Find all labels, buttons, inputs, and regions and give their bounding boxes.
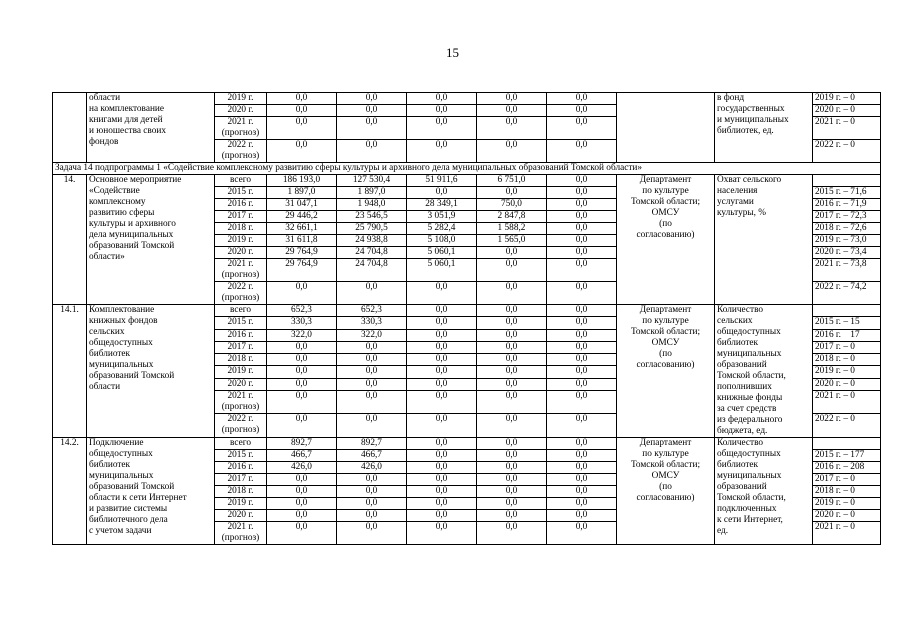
value-cell: 0,0 (547, 247, 617, 259)
value-cell: 0,0 (337, 354, 407, 366)
value-cell: 0,0 (547, 93, 617, 105)
value-cell: 0,0 (477, 282, 547, 305)
value-cell: 0,0 (337, 378, 407, 390)
value-cell: 0,0 (337, 522, 407, 545)
value-cell: 29 764,9 (267, 259, 337, 282)
year-cell: всего (215, 305, 267, 317)
value-cell: 0,0 (547, 259, 617, 282)
value-cell: 0,0 (267, 105, 337, 117)
value-cell: 0,0 (547, 366, 617, 378)
value-cell: 0,0 (337, 341, 407, 353)
table-row (53, 93, 881, 105)
year-cell: 2022 г. (прогноз) (215, 140, 267, 163)
value-cell: 0,0 (267, 522, 337, 545)
value-cell: 0,0 (547, 211, 617, 223)
value-cell: 0,0 (407, 354, 477, 366)
value-cell: 652,3 (337, 305, 407, 317)
value-cell: 0,0 (477, 354, 547, 366)
target-value-cell: 2021 г. – 0 (813, 522, 881, 545)
target-value-cell: 2016 г. – 208 (813, 462, 881, 474)
value-cell: 5 060,1 (407, 259, 477, 282)
indicator-cell: Охват сельского населения услугами культуры, % (715, 175, 813, 305)
table-row (53, 175, 881, 187)
value-cell: 0,0 (267, 341, 337, 353)
year-cell: 2019 г. (215, 235, 267, 247)
value-cell: 25 790,5 (337, 223, 407, 235)
value-cell: 466,7 (337, 450, 407, 462)
year-cell: 2018 г. (215, 354, 267, 366)
value-cell: 0,0 (407, 450, 477, 462)
value-cell: 0,0 (547, 414, 617, 438)
value-cell: 1 897,0 (337, 187, 407, 199)
target-value-cell: 2020 г. – 0 (813, 378, 881, 390)
value-cell: 0,0 (407, 462, 477, 474)
target-value-cell: 2016 г. – 71,9 (813, 199, 881, 211)
value-cell: 0,0 (477, 341, 547, 353)
value-cell: 0,0 (547, 105, 617, 117)
value-cell: 24 704,8 (337, 247, 407, 259)
value-cell: 0,0 (547, 187, 617, 199)
value-cell: 0,0 (477, 498, 547, 510)
year-cell: 2015 г. (215, 187, 267, 199)
value-cell: 426,0 (337, 462, 407, 474)
value-cell: 0,0 (477, 366, 547, 378)
value-cell: 0,0 (337, 414, 407, 438)
value-cell: 0,0 (477, 474, 547, 486)
value-cell: 0,0 (407, 140, 477, 163)
value-cell: 0,0 (267, 474, 337, 486)
value-cell: 0,0 (547, 498, 617, 510)
executor-cell: Департамент по культуре Томской области; ОМСУ (по согласованию) (617, 438, 715, 545)
value-cell: 0,0 (477, 305, 547, 317)
value-cell: 0,0 (407, 510, 477, 522)
year-cell: 2022 г. (прогноз) (215, 414, 267, 438)
value-cell: 51 911,6 (407, 175, 477, 187)
value-cell: 31 611,8 (267, 235, 337, 247)
value-cell: 0,0 (337, 93, 407, 105)
value-cell: 652,3 (267, 305, 337, 317)
value-cell: 0,0 (477, 140, 547, 163)
target-value-cell: 2018 г. – 0 (813, 354, 881, 366)
target-value-cell: 2017 г. – 0 (813, 341, 881, 353)
value-cell: 0,0 (477, 450, 547, 462)
year-cell: 2017 г. (215, 474, 267, 486)
target-value-cell: 2020 г. – 0 (813, 105, 881, 117)
value-cell: 426,0 (267, 462, 337, 474)
value-cell: 0,0 (477, 105, 547, 117)
year-cell: всего (215, 175, 267, 187)
value-cell: 0,0 (337, 486, 407, 498)
target-value-cell: 2018 г. – 0 (813, 486, 881, 498)
value-cell: 0,0 (547, 522, 617, 545)
value-cell: 0,0 (267, 354, 337, 366)
value-cell: 0,0 (407, 341, 477, 353)
value-cell: 0,0 (547, 305, 617, 317)
value-cell: 0,0 (547, 486, 617, 498)
value-cell: 24 704,8 (337, 259, 407, 282)
year-cell: 2020 г. (215, 247, 267, 259)
value-cell: 0,0 (267, 378, 337, 390)
value-cell: 28 349,1 (407, 199, 477, 211)
task-heading: Задача 14 подпрограммы 1 «Содействие комплексному развитию сферы культуры и архивного дела муниципальных образований Томской области» (53, 163, 881, 175)
item-number (53, 93, 87, 163)
value-cell: 5 282,4 (407, 223, 477, 235)
target-value-cell (813, 305, 881, 317)
value-cell: 0,0 (267, 414, 337, 438)
target-value-cell: 2022 г. – 74,2 (813, 282, 881, 305)
value-cell: 5 060,1 (407, 247, 477, 259)
target-value-cell: 2015 г. – 71,6 (813, 187, 881, 199)
value-cell: 0,0 (477, 259, 547, 282)
year-cell: 2015 г. (215, 450, 267, 462)
value-cell: 0,0 (547, 462, 617, 474)
year-cell: 2022 г. (прогноз) (215, 282, 267, 305)
value-cell: 0,0 (337, 390, 407, 414)
value-cell: 0,0 (547, 199, 617, 211)
page-number: 15 (446, 45, 459, 60)
year-cell: 2021 г. (прогноз) (215, 259, 267, 282)
value-cell: 0,0 (407, 438, 477, 450)
value-cell: 0,0 (477, 522, 547, 545)
value-cell: 892,7 (337, 438, 407, 450)
value-cell: 0,0 (407, 414, 477, 438)
value-cell: 0,0 (407, 105, 477, 117)
target-value-cell: 2021 г. – 73,8 (813, 259, 881, 282)
value-cell: 0,0 (407, 378, 477, 390)
target-value-cell: 2015 г. – 15 (813, 317, 881, 329)
value-cell: 0,0 (547, 223, 617, 235)
value-cell: 0,0 (337, 105, 407, 117)
year-cell: 2018 г. (215, 223, 267, 235)
year-cell: 2016 г. (215, 199, 267, 211)
year-cell: 2019 г. (215, 366, 267, 378)
target-value-cell: 2015 г. – 177 (813, 450, 881, 462)
value-cell: 0,0 (407, 282, 477, 305)
value-cell: 0,0 (477, 438, 547, 450)
value-cell: 0,0 (477, 329, 547, 341)
value-cell: 0,0 (267, 498, 337, 510)
value-cell: 2 847,8 (477, 211, 547, 223)
value-cell: 0,0 (477, 317, 547, 329)
indicator-cell: Количество общедоступных библиотек муниципальных образований Томской области, подключенных к сети Интернет, ед. (715, 438, 813, 545)
value-cell: 0,0 (407, 93, 477, 105)
value-cell: 1 897,0 (267, 187, 337, 199)
value-cell: 0,0 (337, 140, 407, 163)
value-cell: 0,0 (477, 187, 547, 199)
value-cell: 466,7 (267, 450, 337, 462)
year-cell: 2021 г. (прогноз) (215, 390, 267, 414)
target-value-cell: 2019 г. – 73,0 (813, 235, 881, 247)
value-cell: 0,0 (477, 462, 547, 474)
value-cell: 0,0 (547, 341, 617, 353)
year-cell: 2017 г. (215, 341, 267, 353)
value-cell: 0,0 (267, 486, 337, 498)
value-cell: 330,3 (267, 317, 337, 329)
value-cell: 0,0 (337, 366, 407, 378)
value-cell: 32 661,1 (267, 223, 337, 235)
value-cell: 330,3 (337, 317, 407, 329)
target-value-cell: 2019 г. – 0 (813, 366, 881, 378)
target-value-cell: 2019 г. – 0 (813, 93, 881, 105)
year-cell: 2015 г. (215, 317, 267, 329)
year-cell: 2018 г. (215, 486, 267, 498)
value-cell: 0,0 (547, 354, 617, 366)
value-cell: 0,0 (267, 366, 337, 378)
value-cell: 0,0 (407, 498, 477, 510)
value-cell: 0,0 (547, 317, 617, 329)
value-cell: 0,0 (407, 317, 477, 329)
target-value-cell (813, 175, 881, 187)
value-cell: 0,0 (407, 486, 477, 498)
indicator-cell: в фонд государственных и муниципальных библиотек, ед. (715, 93, 813, 163)
year-cell: 2021 г. (прогноз) (215, 522, 267, 545)
value-cell: 0,0 (477, 247, 547, 259)
value-cell: 0,0 (407, 329, 477, 341)
item-number: 14. (53, 175, 87, 305)
value-cell: 186 193,0 (267, 175, 337, 187)
item-name: Комплектование книжных фондов сельских общедоступных библиотек муниципальных образований Томской области (87, 305, 215, 438)
value-cell: 0,0 (547, 140, 617, 163)
value-cell: 29 446,2 (267, 211, 337, 223)
year-cell: 2019 г. (215, 498, 267, 510)
year-cell: 2019 г. (215, 93, 267, 105)
target-value-cell: 2021 г. – 0 (813, 390, 881, 414)
table-row (53, 438, 881, 450)
value-cell: 322,0 (337, 329, 407, 341)
target-value-cell: 2020 г. – 0 (813, 510, 881, 522)
value-cell: 322,0 (267, 329, 337, 341)
table-body (53, 93, 881, 545)
value-cell: 1 565,0 (477, 235, 547, 247)
value-cell: 127 530,4 (337, 175, 407, 187)
item-name: области на комплектование книгами для детей и юношества своих фондов (87, 93, 215, 163)
year-cell: 2016 г. (215, 329, 267, 341)
value-cell: 0,0 (337, 498, 407, 510)
year-cell: 2020 г. (215, 378, 267, 390)
value-cell: 0,0 (477, 117, 547, 140)
value-cell: 0,0 (337, 474, 407, 486)
value-cell: 0,0 (477, 486, 547, 498)
year-cell: всего (215, 438, 267, 450)
value-cell: 0,0 (407, 117, 477, 140)
value-cell: 1 948,0 (337, 199, 407, 211)
year-cell: 2017 г. (215, 211, 267, 223)
value-cell: 0,0 (267, 390, 337, 414)
target-value-cell: 2018 г. – 72,6 (813, 223, 881, 235)
target-value-cell: 2020 г. – 73,4 (813, 247, 881, 259)
year-cell: 2020 г. (215, 510, 267, 522)
value-cell: 29 764,9 (267, 247, 337, 259)
value-cell: 0,0 (477, 93, 547, 105)
year-cell: 2021 г. (прогноз) (215, 117, 267, 140)
value-cell: 5 108,0 (407, 235, 477, 247)
value-cell: 0,0 (407, 366, 477, 378)
value-cell: 0,0 (477, 390, 547, 414)
value-cell: 0,0 (547, 175, 617, 187)
target-value-cell: 2017 г. – 0 (813, 474, 881, 486)
item-number: 14.2. (53, 438, 87, 545)
value-cell: 0,0 (477, 510, 547, 522)
value-cell: 0,0 (547, 235, 617, 247)
target-value-cell: 2016 г. 17 (813, 329, 881, 341)
target-value-cell: 2022 г. – 0 (813, 414, 881, 438)
target-value-cell: 2021 г. – 0 (813, 117, 881, 140)
value-cell: 892,7 (267, 438, 337, 450)
value-cell: 0,0 (267, 140, 337, 163)
task-row (53, 163, 881, 175)
value-cell: 0,0 (547, 450, 617, 462)
value-cell: 0,0 (547, 117, 617, 140)
value-cell: 0,0 (547, 390, 617, 414)
value-cell: 0,0 (407, 522, 477, 545)
year-cell: 2016 г. (215, 462, 267, 474)
value-cell: 0,0 (547, 510, 617, 522)
value-cell: 0,0 (407, 305, 477, 317)
value-cell: 24 938,8 (337, 235, 407, 247)
target-value-cell: 2017 г. – 72,3 (813, 211, 881, 223)
value-cell: 0,0 (547, 378, 617, 390)
value-cell: 0,0 (477, 378, 547, 390)
value-cell: 0,0 (267, 282, 337, 305)
value-cell: 0,0 (547, 282, 617, 305)
indicator-cell: Количество сельских общедоступных библиотек муниципальных образований Томской области, пополнивших книжные фонды за счет средств из федерального бюджета, ед. (715, 305, 813, 438)
value-cell: 1 588,2 (477, 223, 547, 235)
item-name: Основное мероприятие «Содействие комплексному развитию сферы культуры и архивного дела муниципальных образований Томской области» (87, 175, 215, 305)
executor-cell: Департамент по культуре Томской области; ОМСУ (по согласованию) (617, 305, 715, 438)
value-cell: 0,0 (337, 510, 407, 522)
value-cell: 0,0 (337, 282, 407, 305)
value-cell: 0,0 (407, 187, 477, 199)
value-cell: 23 546,5 (337, 211, 407, 223)
value-cell: 0,0 (547, 474, 617, 486)
year-cell: 2020 г. (215, 105, 267, 117)
value-cell: 0,0 (267, 93, 337, 105)
value-cell: 31 047,1 (267, 199, 337, 211)
item-number: 14.1. (53, 305, 87, 438)
executor-cell (617, 93, 715, 163)
value-cell: 6 751,0 (477, 175, 547, 187)
value-cell: 0,0 (547, 438, 617, 450)
program-table (52, 92, 881, 545)
value-cell: 750,0 (477, 199, 547, 211)
value-cell: 0,0 (547, 329, 617, 341)
executor-cell: Департамент по культуре Томской области; ОМСУ (по согласованию) (617, 175, 715, 305)
target-value-cell: 2022 г. – 0 (813, 140, 881, 163)
table-row (53, 305, 881, 317)
value-cell: 0,0 (267, 510, 337, 522)
value-cell: 0,0 (407, 390, 477, 414)
value-cell: 0,0 (337, 117, 407, 140)
value-cell: 0,0 (407, 474, 477, 486)
value-cell: 0,0 (267, 117, 337, 140)
value-cell: 0,0 (477, 414, 547, 438)
value-cell: 3 051,9 (407, 211, 477, 223)
item-name: Подключение общедоступных библиотек муниципальных образований Томской области к сети Интернет и развитие системы библиотечного дела с учетом задачи (87, 438, 215, 545)
target-value-cell (813, 438, 881, 450)
target-value-cell: 2019 г. – 0 (813, 498, 881, 510)
